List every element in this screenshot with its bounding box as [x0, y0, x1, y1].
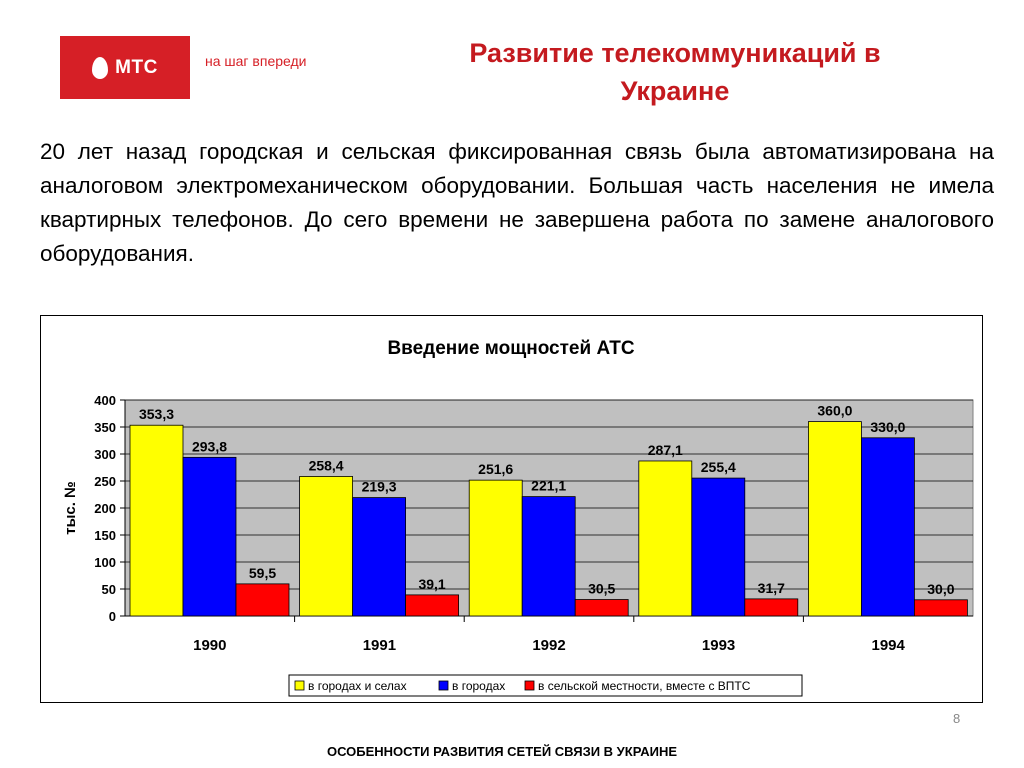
x-tick-label: 1994 — [871, 637, 905, 654]
data-label: 221,1 — [531, 477, 567, 494]
data-label: 293,8 — [191, 438, 228, 455]
y-tick-label: 100 — [94, 555, 116, 570]
logo-text: МТС — [115, 56, 158, 78]
y-tick-label: 150 — [94, 528, 116, 543]
y-tick-label: 200 — [94, 501, 116, 516]
body-paragraph: 20 лет назад городская и сельская фиксированная связь была автоматизирована на аналоговом электромеханическом оборудовании. Большая часть населения не имела квартирных телефонов. До сего времени не завершена работа по замене аналогового оборудования. — [40, 139, 994, 266]
y-tick-label: 300 — [94, 447, 116, 462]
egg-icon — [92, 57, 108, 79]
bar-1991-series-1 — [300, 476, 353, 616]
page-number: 8 — [953, 711, 961, 726]
data-label: 39,1 — [418, 575, 446, 592]
bar-1991-series-3 — [406, 595, 459, 616]
data-label: 258,4 — [308, 457, 344, 474]
data-label: 31,7 — [757, 579, 785, 596]
y-tick-label: 50 — [101, 582, 116, 597]
data-label: 59,5 — [248, 564, 277, 581]
bar-chart — [41, 316, 982, 702]
bar-1992-series-2 — [522, 497, 575, 616]
bar-1990-series-3 — [236, 584, 289, 616]
x-tick-label: 1993 — [701, 637, 736, 654]
data-label: 287,1 — [647, 441, 683, 458]
legend-swatch — [525, 681, 534, 690]
y-axis-label: тыс. № — [62, 481, 79, 535]
footer-text: ОСОБЕННОСТИ РАЗВИТИЯ СЕТЕЙ СВЯЗИ В УКРАИНЕ — [326, 744, 678, 759]
data-label: 330,0 — [870, 418, 906, 435]
bar-1994-series-3 — [914, 600, 967, 616]
x-tick-label: 1991 — [362, 637, 397, 654]
legend-label: в городах и селах — [308, 679, 407, 693]
data-label: 353,3 — [138, 406, 175, 423]
bar-1993-series-1 — [639, 461, 692, 616]
bar-1993-series-3 — [745, 599, 798, 616]
brand-slogan: на шаг впереди — [205, 53, 307, 69]
y-tick-label: 250 — [94, 474, 116, 489]
x-tick-label: 1992 — [532, 637, 566, 654]
x-tick-label: 1990 — [193, 637, 227, 654]
data-label: 360,0 — [817, 402, 853, 419]
bar-1990-series-2 — [183, 457, 236, 616]
bar-1993-series-2 — [692, 478, 745, 616]
chart-title: Введение мощностей АТС — [387, 338, 635, 359]
data-label: 255,4 — [700, 459, 736, 476]
bar-1992-series-3 — [575, 600, 628, 616]
data-label: 251,6 — [478, 461, 514, 478]
brand-logo — [60, 36, 190, 99]
legend-label: в сельской местности, вместе с ВПТС — [538, 679, 751, 693]
y-tick-label: 400 — [94, 393, 116, 408]
bar-1994-series-1 — [808, 422, 861, 616]
legend-swatch — [295, 681, 304, 690]
legend-swatch — [439, 681, 448, 690]
page-title: Развитие телекоммуникаций в Украине — [469, 38, 881, 106]
y-tick-label: 350 — [94, 420, 116, 435]
bar-1990-series-1 — [130, 425, 183, 616]
bar-1992-series-1 — [469, 480, 522, 616]
legend-label: в городах — [452, 679, 506, 693]
data-label: 30,5 — [588, 580, 616, 597]
data-label: 219,3 — [361, 478, 397, 495]
chart-frame — [40, 315, 983, 703]
bar-1994-series-2 — [861, 438, 914, 616]
data-label: 30,0 — [927, 580, 955, 597]
y-tick-label: 0 — [108, 609, 116, 624]
bar-1991-series-2 — [353, 498, 406, 616]
